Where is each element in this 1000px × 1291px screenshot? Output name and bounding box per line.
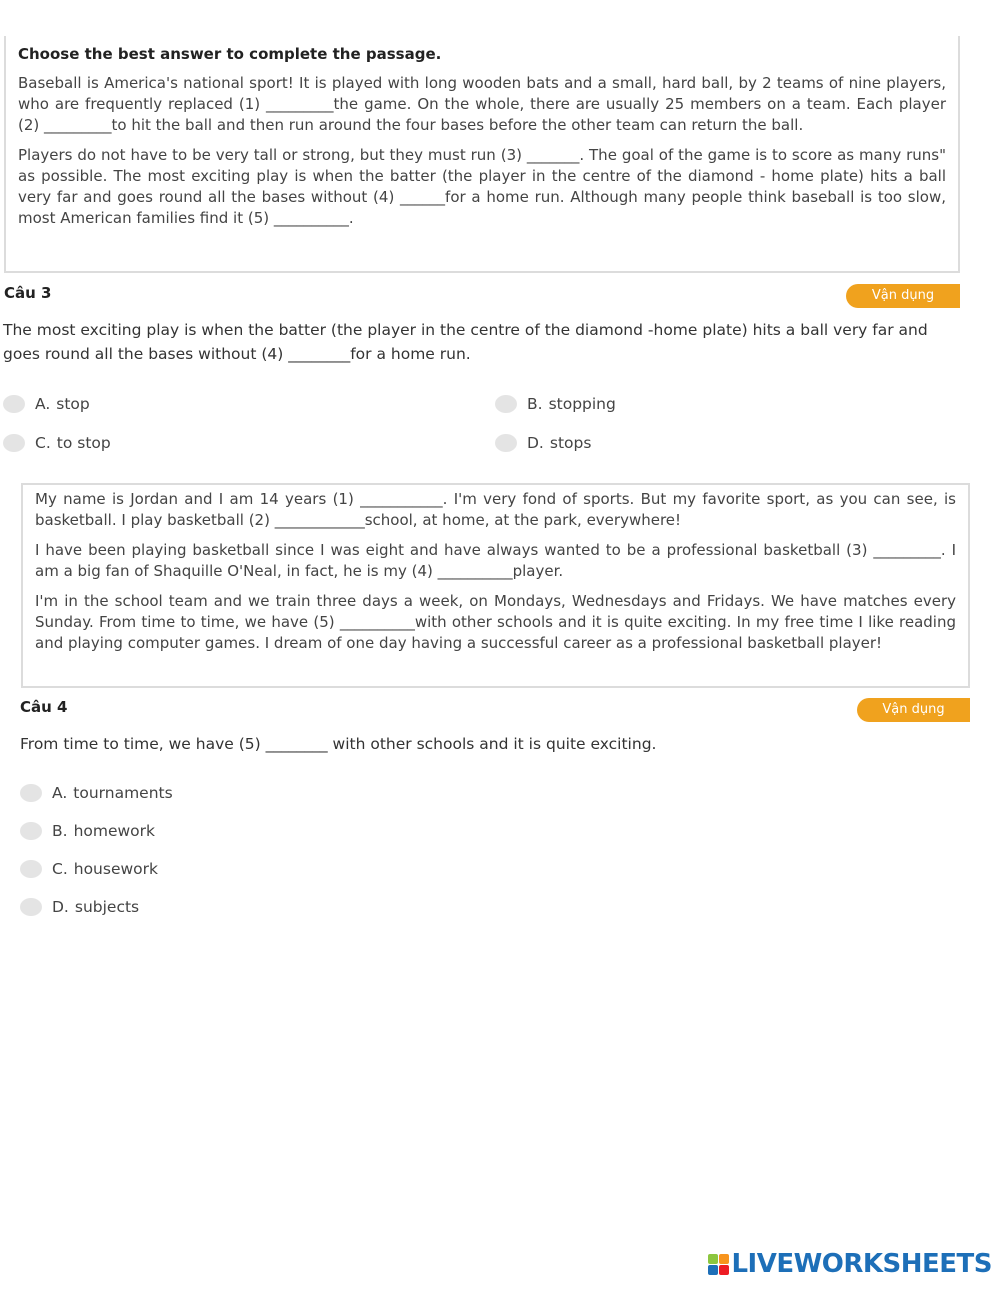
passage-paragraph: Players do not have to be very tall or strong, but they must run (3) _______. The goal of the game is to score as many runs" as possible. The most exciting play is when the batter (the player in the centre of the diamond - home plate) hits a ball very far and goes round all the bases without (4) ______for a home run. Although many people think baseball is too slow, most American families find it (5) __________. [18, 146, 946, 227]
option-b[interactable] [495, 392, 616, 416]
option-text: to stop [56, 434, 111, 452]
option-letter: A. [52, 784, 68, 802]
liveworksheets-logo [708, 1249, 992, 1279]
passage-paragraph: I'm in the school team and we train three days a week, on Mondays, Wednesdays and Fridays. We have matches every Sunday. From time to time, we have (5) __________with other schools and it is quite exciting. In my free time I like reading and playing computer games. I dream of one day having a successful career as a professional basketball player! [35, 592, 956, 652]
option-letter: C. [35, 434, 51, 452]
option-a[interactable] [20, 781, 173, 805]
option-c[interactable] [20, 857, 158, 881]
passage-paragraph: Baseball is America's national sport! It is played with long wooden bats and a small, hard ball, by 2 teams of nine players, who are frequently replaced (1) _________the game. On the whole, there are usually 25 members on a team. Each player (2) _________to hit the ball and then run around the four bases before the other team can return the ball. [18, 74, 946, 134]
option-letter: B. [52, 822, 68, 840]
instruction-text: Choose the best answer to complete the passage. [18, 45, 442, 63]
logo-blocks-icon [708, 1254, 729, 1275]
radio-button[interactable] [20, 860, 42, 878]
passage-paragraph: I have been playing basketball since I was eight and have always wanted to be a professional basketball (3) _________. I am a big fan of Shaquille O'Neal, in fact, he is my (4) __________player. [35, 541, 956, 580]
radio-button[interactable] [20, 784, 42, 802]
option-a[interactable] [3, 392, 90, 416]
logo-block [719, 1265, 729, 1275]
radio-button[interactable] [495, 434, 517, 452]
logo-block [708, 1265, 718, 1275]
radio-button[interactable] [20, 898, 42, 916]
radio-button[interactable] [495, 395, 517, 413]
question-4-label: Câu 4 [20, 698, 68, 716]
option-text: tournaments [73, 784, 173, 802]
question-3-label: Câu 3 [4, 284, 52, 302]
option-d[interactable] [495, 431, 591, 455]
radio-button[interactable] [20, 822, 42, 840]
option-letter: A. [35, 395, 51, 413]
option-text: stops [549, 434, 592, 452]
logo-block [719, 1254, 729, 1264]
option-letter: B. [527, 395, 543, 413]
option-d[interactable] [20, 895, 139, 919]
passage-box-basketball [21, 483, 970, 688]
difficulty-badge: Vận dụng [846, 284, 960, 308]
difficulty-badge: Vận dụng [857, 698, 970, 722]
option-letter: D. [52, 898, 69, 916]
option-letter: C. [52, 860, 68, 878]
passage-box-baseball [4, 36, 960, 273]
option-text: stop [56, 395, 90, 413]
option-text: subjects [74, 898, 140, 916]
question-4-text: From time to time, we have (5) ________ with other schools and it is quite exciting. [20, 735, 657, 753]
passage-paragraph: My name is Jordan and I am 14 years (1) ___________. I'm very fond of sports. But my favorite sport, as you can see, is basketball. I play basketball (2) ____________school, at home, at the park, everywhere! [35, 490, 956, 529]
option-text: housework [73, 860, 159, 878]
option-c[interactable] [3, 431, 111, 455]
option-b[interactable] [20, 819, 155, 843]
option-text: homework [73, 822, 156, 840]
radio-button[interactable] [3, 395, 25, 413]
logo-text: LIVEWORKSHEETS [731, 1249, 992, 1279]
option-letter: D. [527, 434, 544, 452]
logo-block [708, 1254, 718, 1264]
radio-button[interactable] [3, 434, 25, 452]
option-text: stopping [548, 395, 616, 413]
question-3-text: The most exciting play is when the batter (the player in the centre of the diamond -home plate) hits a ball very far and goes round all the bases without (4) ________for a home run. [3, 321, 928, 363]
